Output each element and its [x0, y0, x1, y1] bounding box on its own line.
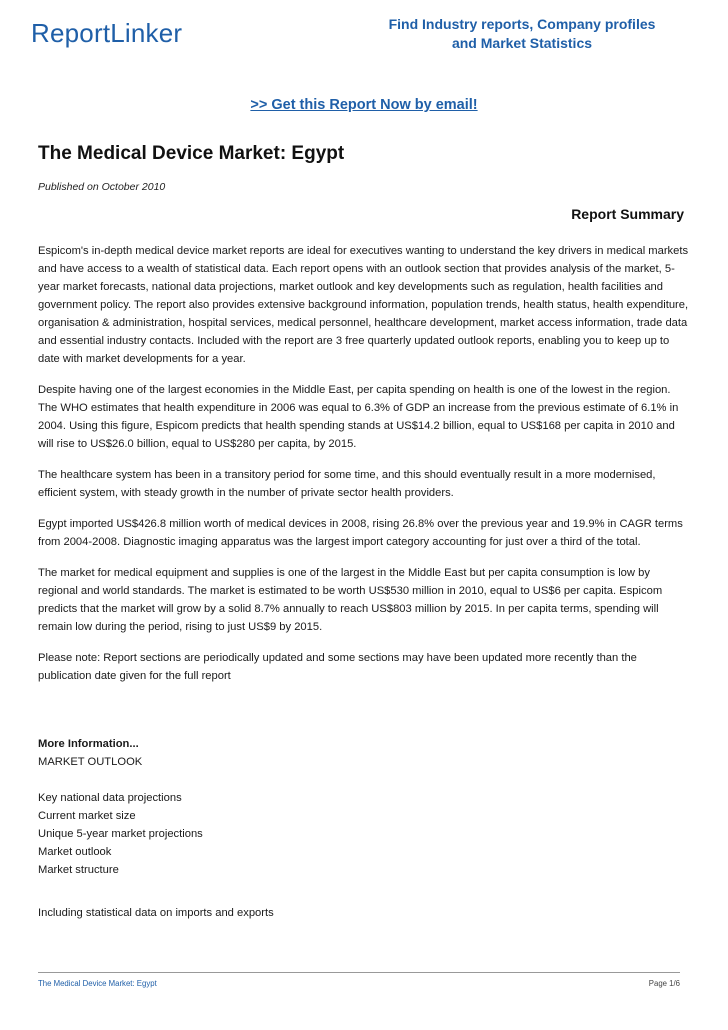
report-summary-heading: Report Summary	[571, 206, 684, 222]
list-item: Market structure	[38, 864, 119, 876]
report-title: The Medical Device Market: Egypt	[38, 143, 345, 164]
published-date: Published on October 2010	[38, 181, 166, 193]
summary-paragraph: Despite having one of the largest economies in the Middle East, per capita spending on health is one of the lowest in the region. The WHO estimates that health expenditure in 2006 was equal to 6.3% of GDP an increase from the previous estimate of 6.1% in 2004. Using this figure, Espicom predicts that health spending stands at US$14.2 billion, equal to US$168 per capita in 2010 and will rise to US$26.0 billion, equal to US$280 per capita, by 2015.	[38, 384, 679, 450]
summary-paragraph: The healthcare system has been in a transitory period for some time, and this should eventually result in a more modernised, efficient system, with steady growth in the number of private sector health providers.	[38, 469, 656, 499]
list-item: Market outlook	[38, 846, 112, 858]
report-summary-body	[38, 242, 690, 698]
summary-paragraph: Espicom's in-depth medical device market reports are ideal for executives wanting to understand the key drivers in medical markets and have access to a wealth of statistical data. Each report opens with an outlook section that provides analysis of the market, 5-year market forecasts, national data projections, market outlook and key developments such as regulation, health facilities and government policy. The report also provides extensive background information, population trends, health status, health expenditure, organisation & administration, hospital services, medical personnel, healthcare development, market access information, trade data and essential industry contacts. Included with the report are 3 free quarterly updated outlook reports, enabling you to keep up to date with market developments for a year.	[38, 245, 689, 365]
summary-paragraph: The market for medical equipment and supplies is one of the largest in the Middle East but per capita consumption is low by regional and world standards. The market is estimated to be worth US$530 million in 2010, equal to US$6 per capita. Espicom predicts that the market will grow by a solid 8.7% annually to reach US$803 million by 2015. In per capita terms, spending will remain low during the period, rising to just US$9 by 2015.	[38, 567, 663, 633]
page-footer	[38, 972, 680, 988]
outlook-item-list	[38, 789, 690, 879]
list-item: Unique 5-year market projections	[38, 828, 203, 840]
header-tagline	[372, 15, 672, 53]
tagline-line-2: and Market Statistics	[451, 35, 593, 51]
market-outlook-heading: MARKET OUTLOOK	[38, 756, 143, 768]
statistical-data-note: Including statistical data on imports and exports	[38, 907, 274, 919]
tagline-line-1: Find Industry reports, Company profiles	[388, 16, 656, 32]
summary-paragraph: Please note: Report sections are periodically updated and some sections may have been updated more recently than the publication date given for the full report	[38, 652, 637, 682]
more-information-section	[38, 735, 690, 879]
footer-report-link[interactable]: The Medical Device Market: Egypt	[38, 979, 157, 988]
get-report-link[interactable]: >> Get this Report Now by email!	[250, 97, 478, 113]
page-number: Page 1/6	[648, 979, 680, 988]
reportlinker-logo[interactable]: ReportLinker	[31, 18, 183, 48]
list-item: Current market size	[38, 810, 136, 822]
more-information-label: More Information...	[38, 738, 139, 750]
summary-paragraph: Egypt imported US$426.8 million worth of medical devices in 2008, rising 26.8% over the previous year and 19.9% in CAGR terms from 2004-2008. Diagnostic imaging apparatus was the largest import category accounting for just over a third of the total.	[38, 518, 683, 548]
list-item: Key national data projections	[38, 792, 182, 804]
